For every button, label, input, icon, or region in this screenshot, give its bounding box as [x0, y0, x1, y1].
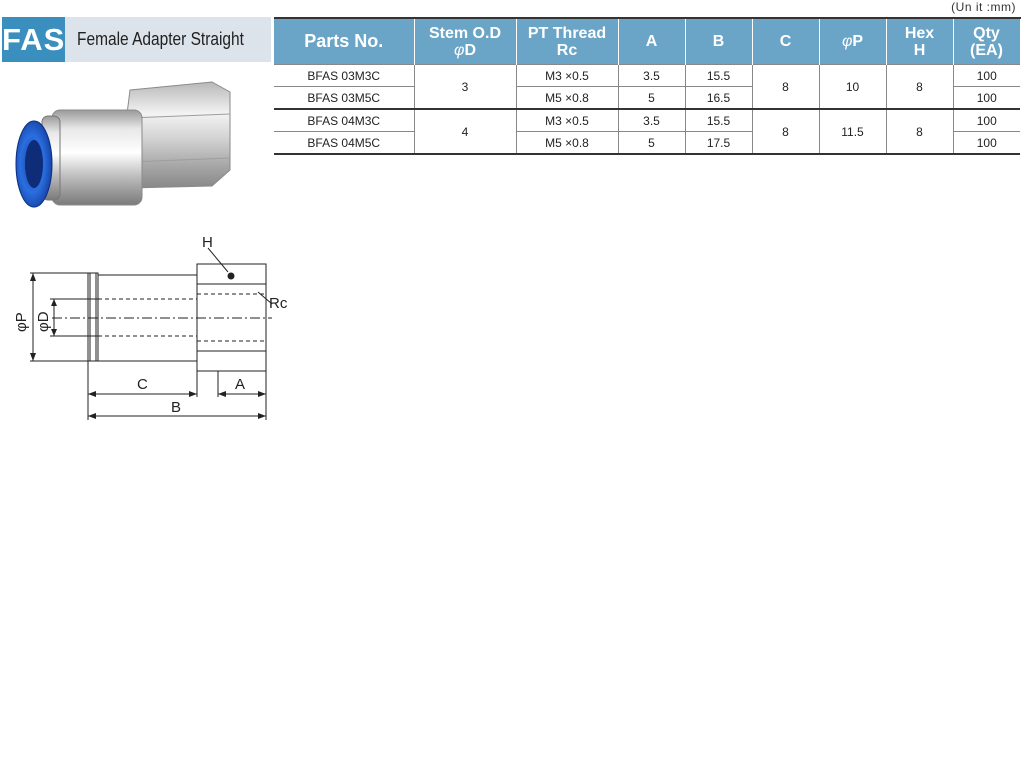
cell-qty: 100	[953, 87, 1020, 110]
spec-table	[274, 17, 1021, 155]
cell-a: 5	[618, 87, 685, 110]
header-pt-thread	[516, 18, 618, 65]
table-row	[274, 65, 1020, 87]
cell-stem-od: 4	[414, 109, 516, 154]
product-code: FAS	[2, 17, 65, 62]
label-a: A	[235, 376, 246, 393]
cell-part-no: BFAS 04M3C	[274, 109, 414, 132]
label-h: H	[202, 234, 213, 251]
cell-thread: M5 ×0.8	[516, 132, 618, 155]
cell-thread: M3 ×0.5	[516, 65, 618, 87]
table-row	[274, 109, 1020, 132]
cell-p: 10	[819, 65, 886, 110]
product-photo	[12, 78, 242, 213]
header-hex-line1: Hex	[904, 24, 935, 42]
header-hex	[886, 18, 953, 65]
cell-c: 8	[752, 65, 819, 110]
header-pt-thread-line1: PT Thread	[527, 24, 607, 42]
product-name: Female Adapter Straight	[77, 29, 245, 49]
cell-b: 15.5	[685, 109, 752, 132]
phi-symbol: φ	[841, 33, 853, 50]
cell-hex: 8	[886, 65, 953, 110]
header-parts-no: Parts No.	[274, 18, 414, 65]
cell-part-no: BFAS 03M5C	[274, 87, 414, 110]
header-c: C	[752, 18, 819, 65]
cell-c: 8	[752, 109, 819, 154]
product-name-box	[65, 17, 271, 62]
header-stem-od	[414, 18, 516, 65]
unit-label: (Un it :mm)	[951, 0, 1016, 14]
cell-b: 15.5	[685, 65, 752, 87]
cell-part-no: BFAS 03M3C	[274, 65, 414, 87]
header-a: A	[618, 18, 685, 65]
cell-qty: 100	[953, 109, 1020, 132]
cell-a: 3.5	[618, 109, 685, 132]
header-stem-od-line1: Stem O.D	[428, 24, 501, 42]
cell-thread: M5 ×0.8	[516, 87, 618, 110]
header-p-label: P	[852, 33, 864, 50]
technical-drawing	[10, 232, 300, 422]
cell-part-no: BFAS 04M5C	[274, 132, 414, 155]
cell-qty: 100	[953, 65, 1020, 87]
cell-b: 17.5	[685, 132, 752, 155]
header-qty-line2: (EA)	[970, 41, 1003, 59]
cell-a: 3.5	[618, 65, 685, 87]
table-header-row	[274, 18, 1020, 65]
product-header	[2, 17, 246, 62]
label-phi-d: φD	[35, 311, 52, 332]
cell-b: 16.5	[685, 87, 752, 110]
header-stem-od-line2: D	[464, 41, 476, 59]
cell-hex: 8	[886, 109, 953, 154]
cell-thread: M3 ×0.5	[516, 109, 618, 132]
body-cylinder	[52, 110, 142, 205]
cell-qty: 100	[953, 132, 1020, 155]
header-p	[819, 18, 886, 65]
cell-p: 11.5	[819, 109, 886, 154]
header-hex-line2: H	[913, 41, 926, 59]
label-b: B	[171, 399, 182, 416]
header-qty	[953, 18, 1020, 65]
cell-stem-od: 3	[414, 65, 516, 110]
label-rc: Rc	[269, 295, 288, 312]
header-pt-thread-line2: Rc	[556, 41, 578, 59]
cell-a: 5	[618, 132, 685, 155]
label-phi-p: φP	[13, 312, 30, 332]
header-qty-line1: Qty	[973, 24, 1000, 42]
phi-symbol: φ	[454, 41, 465, 59]
header-b: B	[685, 18, 752, 65]
label-c: C	[137, 376, 148, 393]
